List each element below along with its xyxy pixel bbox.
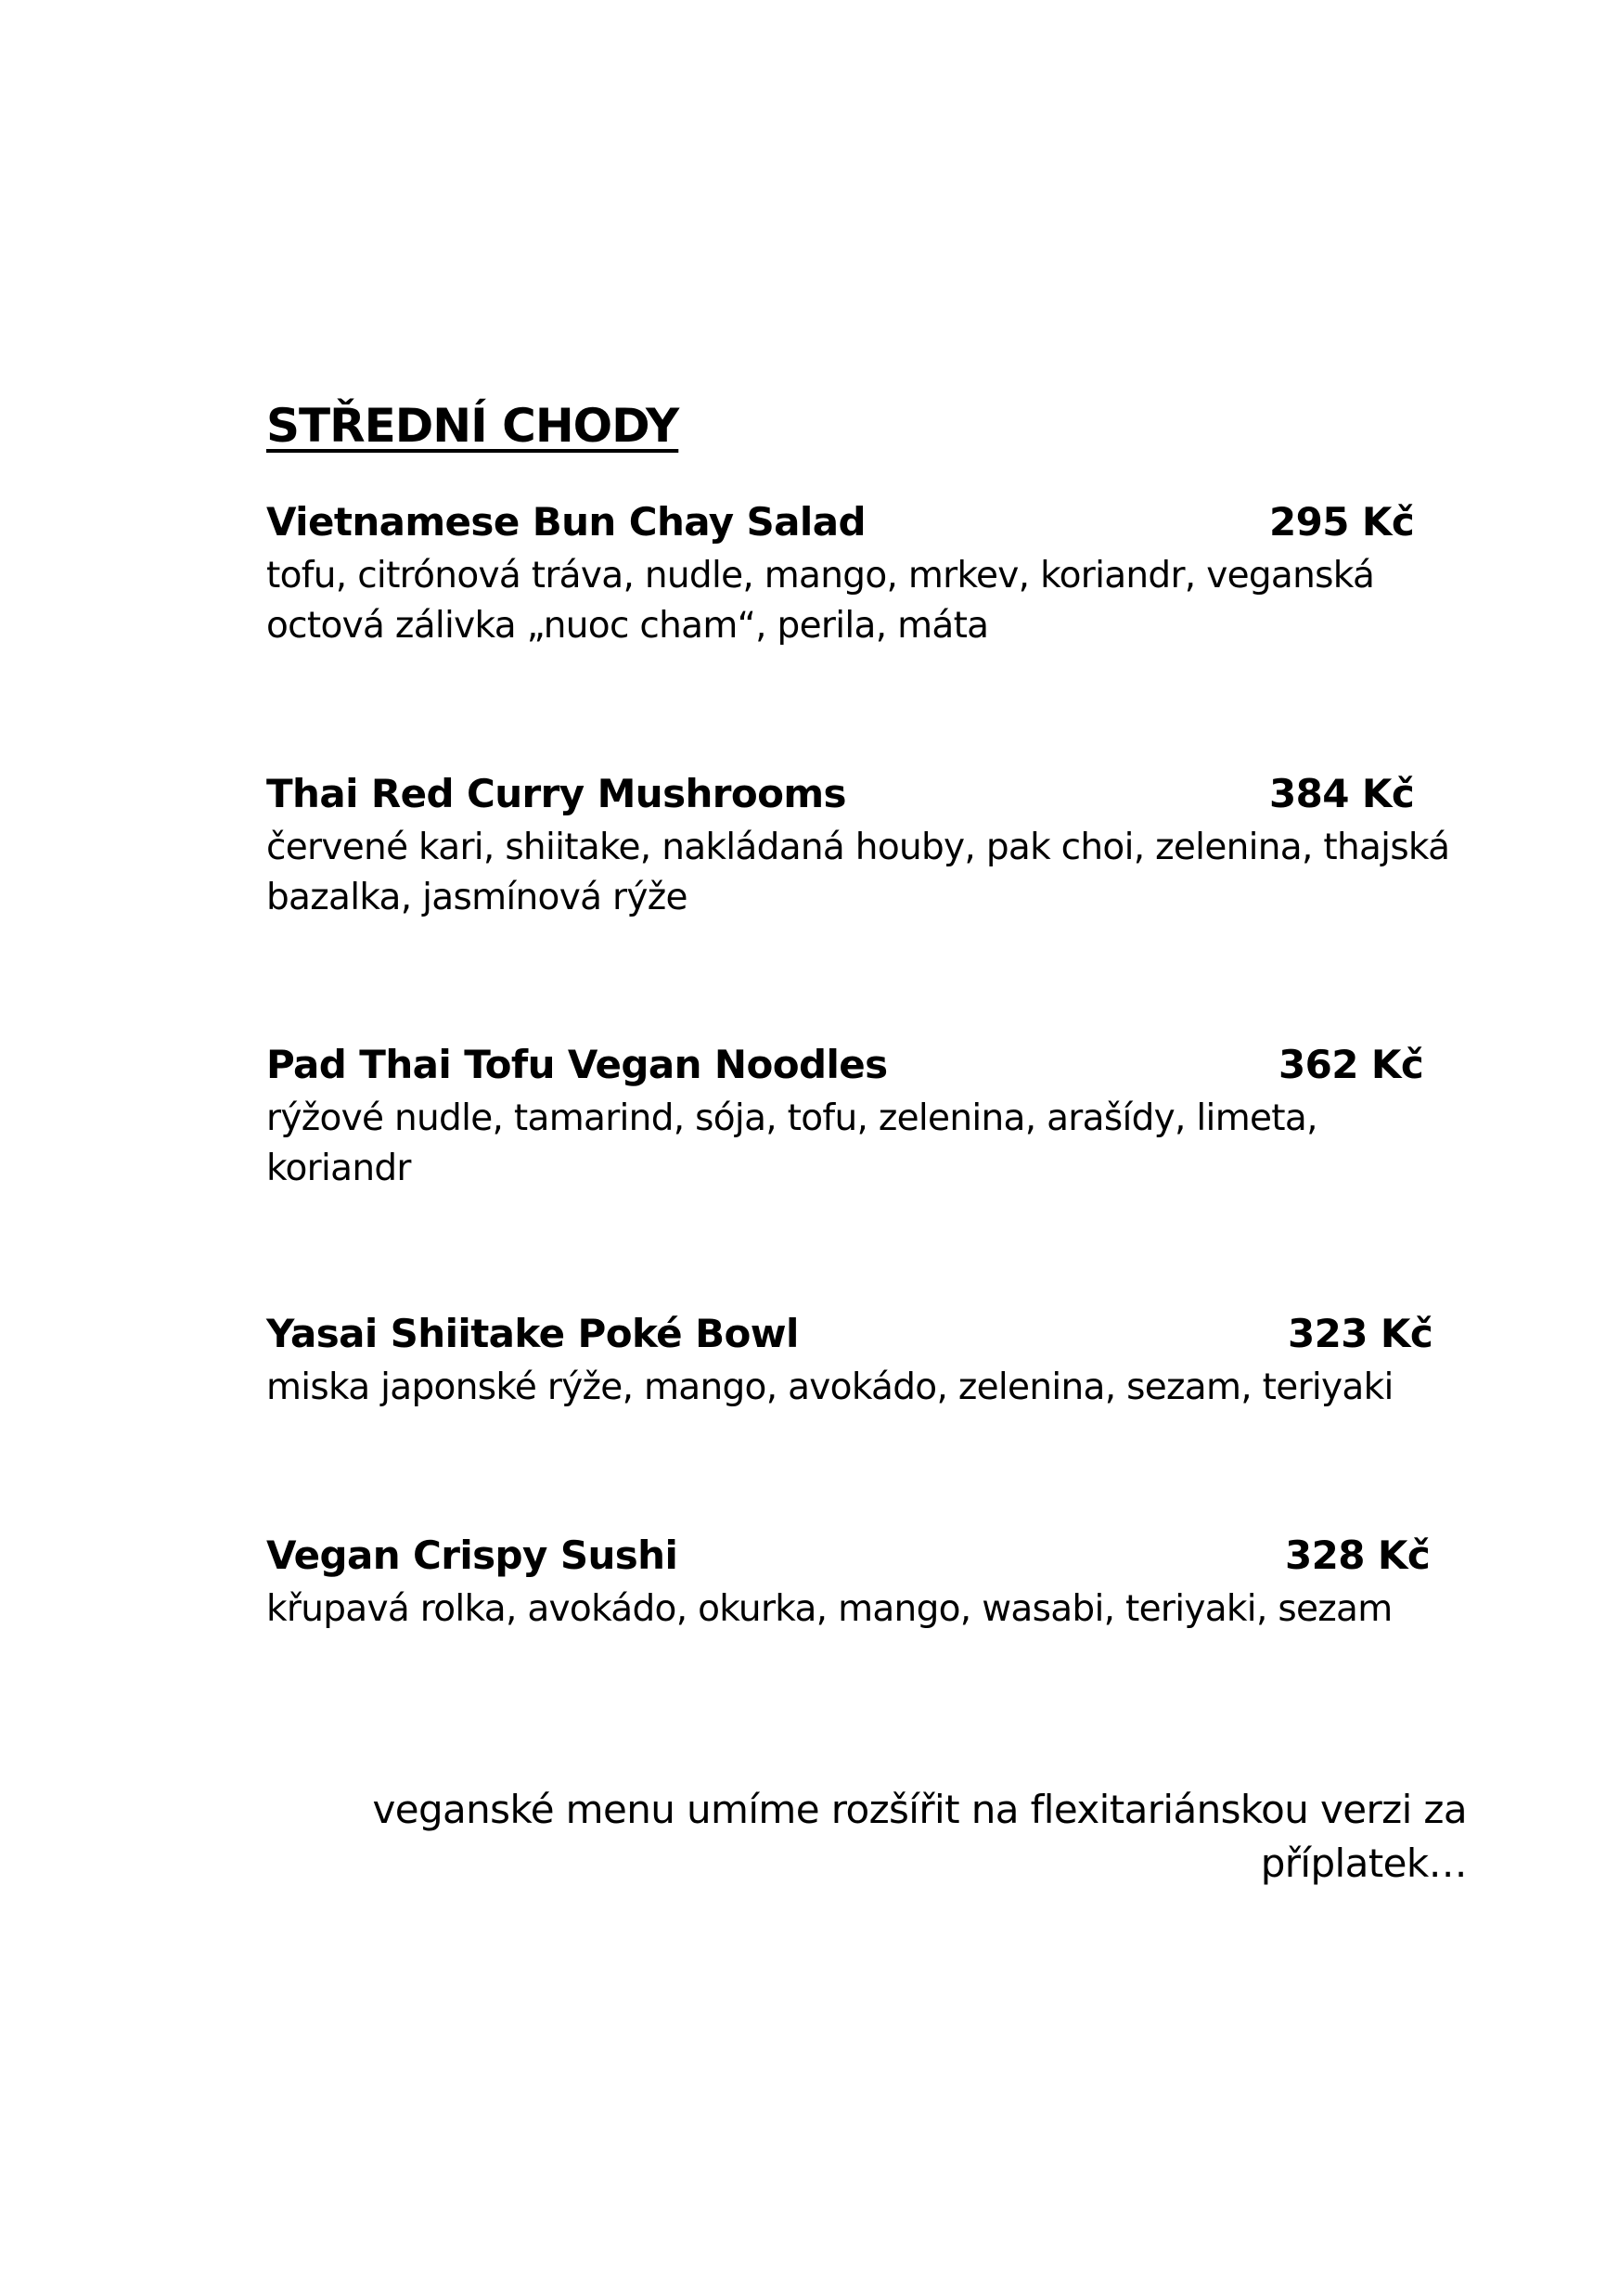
dish-price: 362 Kč <box>1278 1042 1424 1087</box>
dish-price: 323 Kč <box>1288 1311 1433 1356</box>
dish-price: 384 Kč <box>1269 771 1415 816</box>
dish-description <box>266 823 1449 923</box>
dish-description-line: červené kari, shiitake, nakládaná houby, pak choi, zelenina, thajská <box>266 827 1450 868</box>
dish-name: Vegan Crispy Sushi <box>266 1533 678 1578</box>
dish-description-line: tofu, citrónová tráva, nudle, mango, mrkev, koriandr, veganská <box>266 555 1375 596</box>
dish-name: Thai Red Curry Mushrooms <box>266 771 846 816</box>
section-title: STŘEDNÍ CHODY <box>266 399 679 453</box>
dish-description <box>266 551 1374 651</box>
dish-price: 328 Kč <box>1285 1533 1431 1578</box>
footer-note-line: veganské menu umíme rozšířit na flexitariánskou verzi za <box>372 1787 1467 1832</box>
footer-note <box>372 1783 1467 1891</box>
dish-description-line: octová zálivka „nuoc cham“, perila, máta <box>266 605 989 647</box>
dish-description-line: rýžové nudle, tamarind, sója, tofu, zelenina, arašídy, limeta, <box>266 1097 1317 1139</box>
footer-note-line: příplatek… <box>1260 1841 1467 1886</box>
dish-description-line: bazalka, jasmínová rýže <box>266 877 687 918</box>
dish-description <box>266 1363 1394 1413</box>
dish-description-line: křupavá rolka, avokádo, okurka, mango, wasabi, teriyaki, sezam <box>266 1588 1393 1630</box>
dish-name: Yasai Shiitake Poké Bowl <box>266 1311 799 1356</box>
dish-description <box>266 1094 1317 1194</box>
dish-price: 295 Kč <box>1269 499 1415 545</box>
dish-name: Vietnamese Bun Chay Salad <box>266 499 866 545</box>
dish-description-line: miska japonské rýže, mango, avokádo, zelenina, sezam, teriyaki <box>266 1366 1394 1408</box>
dish-name: Pad Thai Tofu Vegan Noodles <box>266 1042 888 1087</box>
dish-description-line: koriandr <box>266 1148 411 1189</box>
dish-description <box>266 1584 1393 1635</box>
